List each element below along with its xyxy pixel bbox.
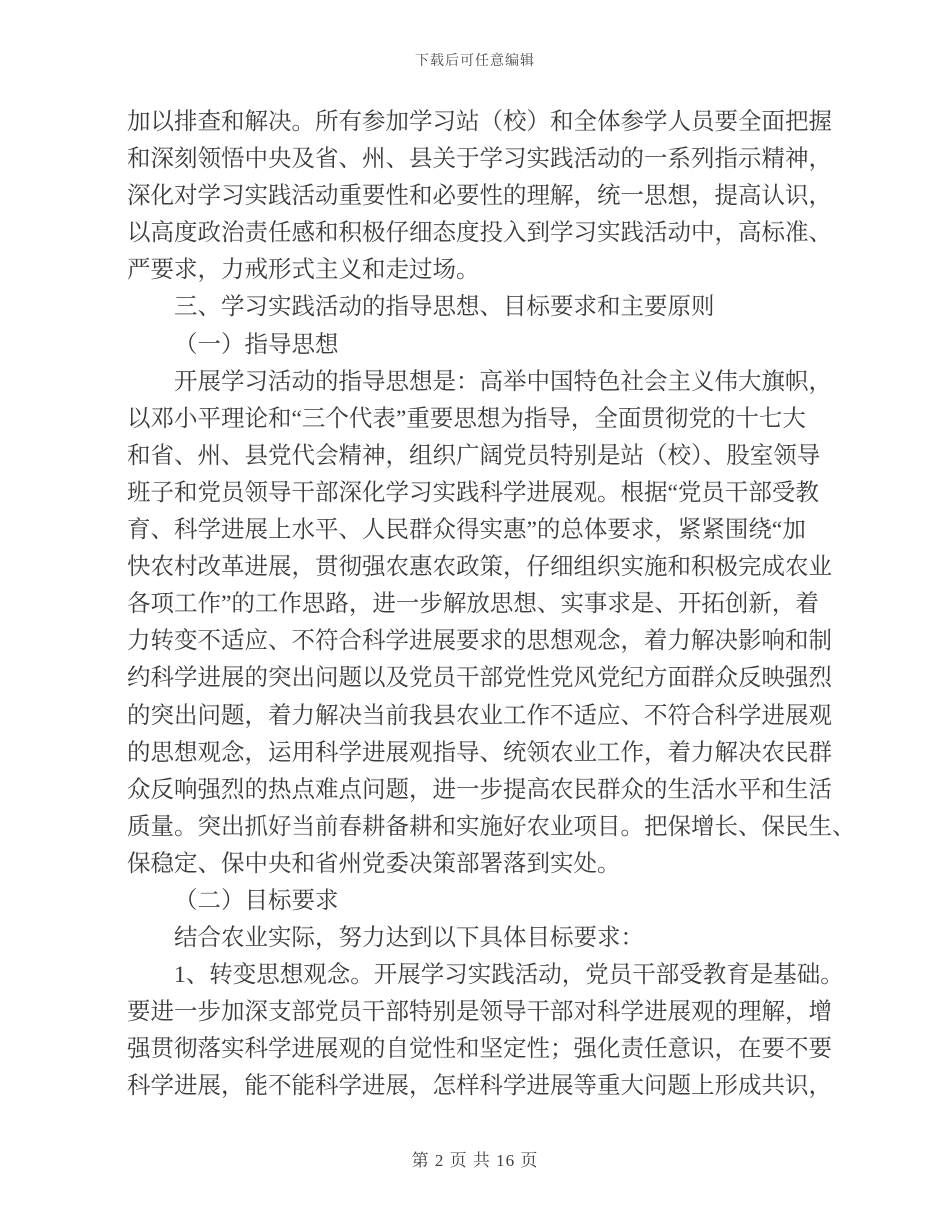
text-line: 结合农业实际，努力达到以下具体目标要求： <box>174 925 644 952</box>
text-line: 约科学进展的突出问题以及党员干部党性党风党纪方面群众反映强烈 <box>127 665 832 692</box>
text-line: 快农村改革进展，贯彻强农惠农政策，仔细组织实施和积极完成农业 <box>127 554 832 581</box>
text-line: 以高度政治责任感和积极仔细态度投入到学习实践活动中，高标准、 <box>127 220 832 247</box>
document-body <box>127 104 856 1106</box>
text-line: 科学进展，能不能科学进展，怎样科学进展等重大问题上形成共识， <box>127 1073 832 1100</box>
page-header: 下载后可任意编辑 <box>415 54 535 69</box>
text-line: 力转变不适应、不符合科学进展要求的思想观念，着力解决影响和制 <box>127 628 832 655</box>
text-line: 各项工作”的工作思路，进一步解放思想、实事求是、开拓创新，着 <box>127 591 819 618</box>
text-line: （一）指导思想 <box>174 331 339 358</box>
text-line: 三、学习实践活动的指导思想、目标要求和主要原则 <box>174 294 715 321</box>
text-line: 和深刻领悟中央及省、州、县关于学习实践活动的一系列指示精神， <box>127 146 832 173</box>
text-line: 1、转变思想观念。开展学习实践活动，党员干部受教育是基础。 <box>174 962 844 989</box>
text-line: 严要求，力戒形式主义和走过场。 <box>127 257 480 284</box>
text-line: 加以排查和解决。所有参加学习站（校）和全体参学人员要全面把握 <box>127 109 832 135</box>
text-line: （二）目标要求 <box>174 887 339 914</box>
text-line: 强贯彻落实科学进展观的自觉性和坚定性；强化责任意识，在要不要 <box>127 1036 832 1063</box>
text-line: 质量。突出抓好当前春耕备耕和实施好农业项目。把保增长、保民生、 <box>127 813 856 840</box>
page-footer: 第 2 页 共 16 页 <box>411 1151 539 1170</box>
text-line: 的思想观念，运用科学进展观指导、统领农业工作，着力解决农民群 <box>127 739 832 766</box>
text-line: 深化对学习实践活动重要性和必要性的理解，统一思想，提高认识， <box>127 183 832 210</box>
text-line: 育、科学进展上水平、人民群众得实惠”的总体要求，紧紧围绕“加 <box>127 517 806 544</box>
text-line: 保稳定、保中央和省州党委决策部署落到实处。 <box>127 850 621 877</box>
text-line: 以邓小平理论和“三个代表”重要思想为指导，全面贯彻党的十七大 <box>127 405 806 432</box>
text-line: 众反响强烈的热点难点问题，进一步提高农民群众的生活水平和生活 <box>127 776 832 803</box>
text-line: 和省、州、县党代会精神，组织广阔党员特别是站（校）、股室领导 <box>127 442 821 469</box>
text-line: 的突出问题，着力解决当前我县农业工作不适应、不符合科学进展观 <box>127 702 832 729</box>
text-line: 要进一步加深支部党员干部特别是领导干部对科学进展观的理解，增 <box>127 999 832 1026</box>
text-line: 班子和党员领导干部深化学习实践科学进展观。根据“党员干部受教 <box>127 479 819 506</box>
text-line: 开展学习活动的指导思想是：高举中国特色社会主义伟大旗帜， <box>174 368 832 395</box>
